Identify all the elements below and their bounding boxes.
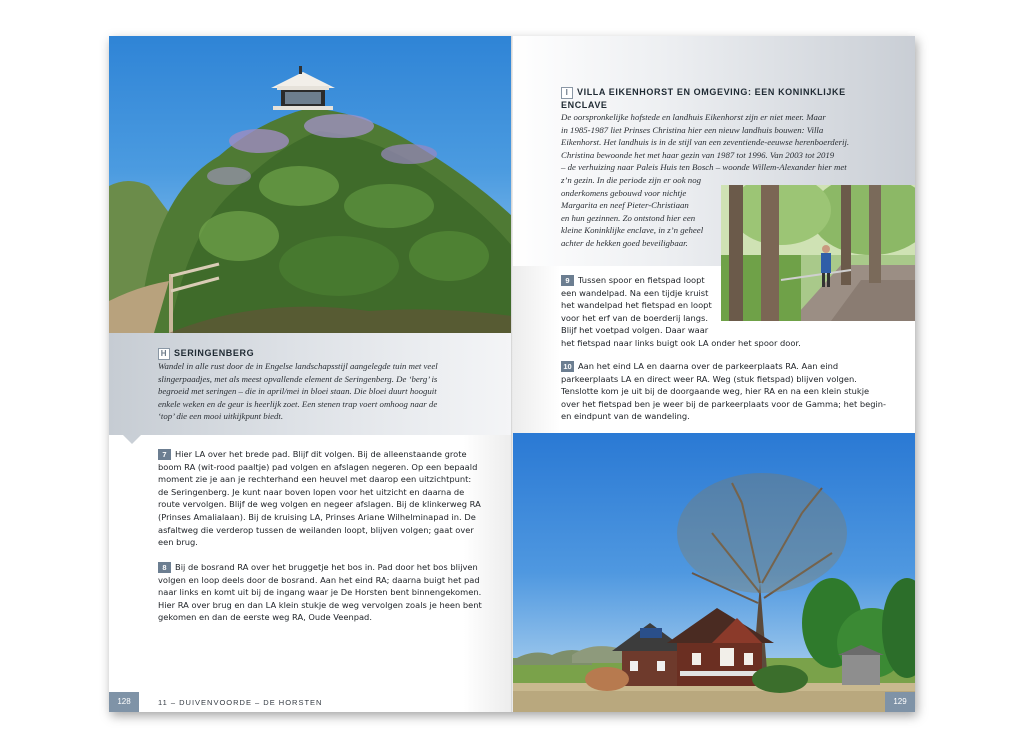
text-line — [561, 274, 911, 287]
text-line: asfaltweg die verderop tussen de weilanden loopt, blijven volgen; gaat over — [158, 524, 474, 535]
step-number-10: 10 — [561, 361, 574, 372]
text-span: Hier LA over het brede pad. Blijf dit volgen. Bij de alleenstaande grote — [175, 449, 467, 459]
text-line: over het fietspad ben je weer bij de parkeerplaats voor de Gamma; het begin- — [561, 398, 887, 409]
text-line: begroeid met seringen – die in april/mei in bloei staan. Die bloei duurt hooguit — [158, 386, 437, 397]
text-line: parkeerplaats LA en direct weer RA. Weg (stuk fietspad) blijven volgen. — [561, 373, 857, 384]
text-line: de Seringenberg. Je kunt naar boven lopen voor het uitzicht en daarna de — [158, 486, 465, 497]
left-page — [109, 36, 512, 712]
seringenberg-illustration — [109, 36, 512, 333]
text-line: naar links en komt uit bij de ingang waar je De Horsten bent binnengekomen. — [158, 587, 482, 598]
route-step-10 — [561, 360, 911, 423]
text-line: – de verhuizing naar Paleis Huis ten Bosch – woonde Willem-Alexander hier met — [561, 162, 847, 173]
section-title-line: ENCLAVE — [561, 100, 608, 110]
step-number-9: 9 — [561, 275, 574, 286]
text-line: onderkomens gebouwd voor nichtje — [561, 187, 687, 198]
route-step-8 — [158, 561, 508, 624]
section-title-line: VILLA EIKENHORST EN OMGEVING: EEN KONINKLIJKE — [577, 87, 846, 97]
text-line: het wandelpad het fietspad en loopt — [561, 300, 712, 311]
text-span: Tussen spoor en fietspad loopt — [578, 275, 705, 285]
text-line: kleine Koninklijke enclave, in z’n geheel — [561, 225, 704, 236]
running-title: 11 – DUIVENVOORDE – DE HORSTEN — [158, 698, 323, 707]
text-line: het fietspad naar links buigt ook LA onder het spoor door. — [561, 337, 801, 348]
step-number-8: 8 — [158, 562, 171, 573]
text-line: Wandel in alle rust door de in Engelse landschapsstijl aangelegde tuin met veel — [158, 361, 438, 371]
text-line — [561, 360, 911, 373]
text-line: route vervolgen. Blijf de weg volgen en negeer afslagen. Bij de klinkerweg RA — [158, 499, 481, 510]
text-line: z’n gezin. In die periode zijn er ook nog — [561, 174, 701, 185]
text-line: een wandelpad. Na een tijdje kruist — [561, 287, 709, 298]
farmhouse-photo — [512, 433, 915, 712]
caption-pointer — [123, 435, 141, 444]
book-gutter — [511, 36, 513, 712]
text-line: volgen en loop deels door de bosrand. Aan het eind RA; daarna buigt het pad — [158, 574, 480, 585]
text-line: slingerpaadjes, met als meest opvallende element de Seringenberg. De ‘berg’ is — [158, 373, 438, 384]
right-page — [512, 36, 915, 712]
text-line: voor het erf van de boerderij langs. — [561, 312, 708, 323]
page-number-right: 129 — [885, 692, 915, 712]
text-line: in 1985-1987 liet Prinses Christina hier een nieuw landhuis bouwen: Villa — [561, 124, 824, 135]
farmhouse-illustration — [512, 433, 915, 712]
route-step-9 — [561, 274, 911, 350]
section-heading-i — [561, 86, 906, 111]
text-line — [158, 561, 508, 574]
step-number-7: 7 — [158, 449, 171, 460]
text-span: Bij de bosrand RA over het bruggetje het bos in. Pad door het bos blijven — [175, 562, 478, 572]
text-line: enkele weken en de geur is heerlijk zoet. Een stenen trap voert omhoog naar de — [158, 398, 438, 409]
text-line: achter de hekken goed beveiligbaar. — [561, 237, 688, 248]
text-line: Tenslotte kom je uit bij de doorgaande weg, hier RA en na een klein stukje — [561, 386, 870, 397]
section-title-seringenberg: SERINGENBERG — [174, 348, 255, 358]
text-line: moment zie je aan je rechterhand een heuvel met daarop een uitzichtpunt: — [158, 474, 472, 485]
text-line: Christina bewoonde het met haar gezin van 1987 tot 1996. Van 2003 tot 2019 — [561, 149, 835, 160]
text-line: gekomen en dan de eerste weg RA, Oude Veenpad. — [158, 612, 372, 623]
text-line — [158, 448, 508, 461]
text-line: Hier RA over brug en dan LA klein stukje de weg vervolgen zoals je heen bent — [158, 599, 482, 610]
seringenberg-photo — [109, 36, 512, 333]
page-number-left: 128 — [109, 692, 139, 712]
text-line: De oorspronkelijke hofstede en landhuis Eikenhorst zijn er niet meer. Maar — [561, 112, 826, 122]
text-line: Blijf het voetpad volgen. Daar waar — [561, 325, 709, 336]
text-line: en hun gezinnen. Zo ontstond hier een — [561, 212, 696, 223]
route-step-7 — [158, 448, 508, 549]
text-span: Aan het eind LA en daarna over de parkeerplaats RA. Aan eind — [578, 361, 839, 371]
section-letter-i: I — [561, 87, 573, 99]
text-line: (Prinses Amalialaan). Bij de kruising LA, Prinses Ariane Wilhelminapad in. De — [158, 511, 476, 522]
seringenberg-description — [158, 360, 503, 423]
section-heading-h — [158, 347, 503, 360]
text-line — [561, 86, 906, 99]
text-line: ‘top’ die een mooi uitkijkpunt biedt. — [158, 411, 284, 422]
text-line: boom RA (wit-rood paaltje) pad volgen en afslagen negeren. Op een bepaald — [158, 461, 478, 472]
text-line: Eikenhorst. Het landhuis is in de stijl van een zeventiende-eeuwse herenboerderij. — [561, 137, 850, 148]
section-letter-h: H — [158, 348, 170, 360]
text-line: een brug. — [158, 537, 198, 548]
seringenberg-caption — [109, 333, 512, 435]
text-line: en eindpunt van de wandeling. — [561, 411, 690, 422]
book-spread — [109, 36, 915, 712]
text-line: Margarita en neef Pieter-Christiaan — [561, 200, 689, 211]
